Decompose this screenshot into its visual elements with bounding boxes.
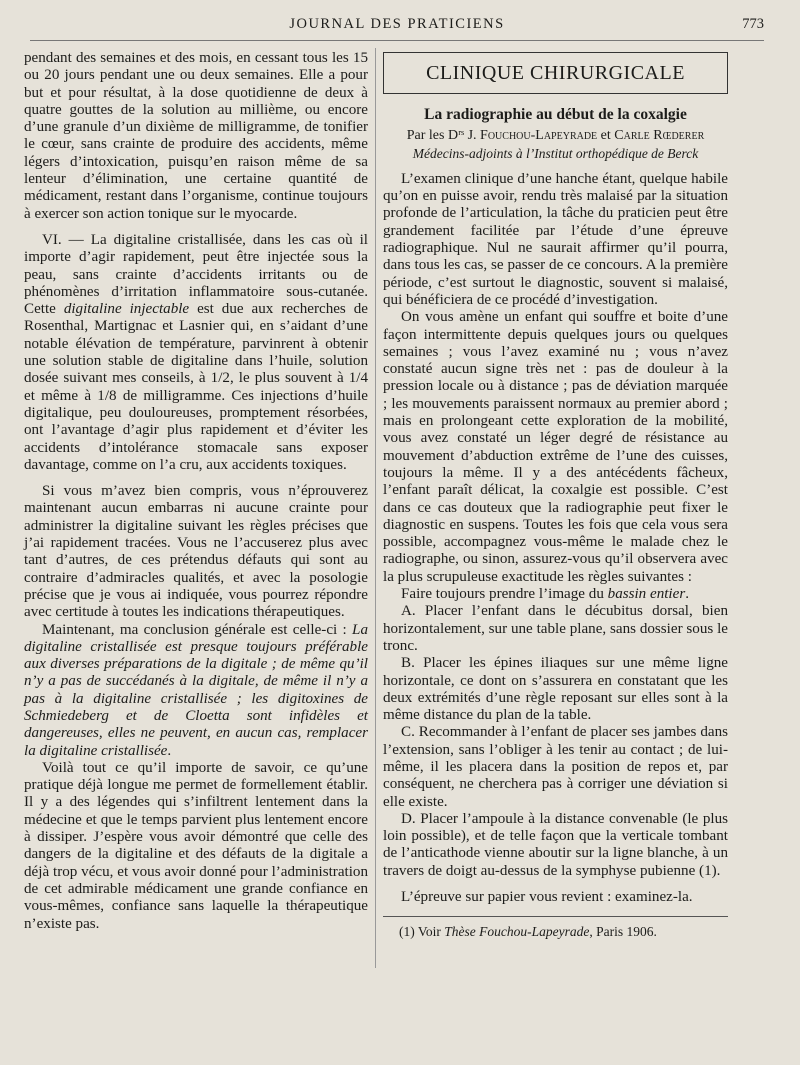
list-item: B. Placer les épines iliaques sur une même ligne horizontale, ce dont on s’assurera en constatant que les deux extrémités d’une règle reposant sur elles sont à la même distance du plan de la table. xyxy=(383,655,728,724)
column-divider xyxy=(375,48,376,968)
author-name: Fouchou-Lapeyrade xyxy=(480,128,598,144)
byline: Par les Dʳˢ J. Fouchou-Lapeyrade et Carle Rœderer xyxy=(406,128,705,144)
emphasis: bassin entier xyxy=(607,586,686,603)
list-item: A. Placer l’enfant dans le décubitus dorsal, bien horizontalement, sur une table plane, sans dossier sous le tronc. xyxy=(383,603,728,654)
running-head xyxy=(30,10,764,41)
paragraph: L’examen clinique d’une hanche étant, quelque habile qu’on en puisse avoir, rendu très malaisé par la situation profonde de l’articulation, la tâche du praticien peut être grandement facilitée par l’étude d’une épreuve radiographique. Nul ne saurait affirmer qu’il pourra, dans tous les cas, se passer de ce concours. A la première période, c’est surtout le diagnostic, souvent si malaisé, qui bénéficiera de ce procédé d’investigation. xyxy=(383,170,728,308)
paragraph: VI. — La digitaline cristallisée, dans les cas où il importe d’agir rapidement, peut être injectée sous la peau, sans crainte d’accidents irritants ou de phénomènes d’irritation inflammatoire sous-cutanée. Cette digitaline injectable est due aux recherches de Rosenthal, Martignac et Lasnier qui, en s’aidant d’une notable élévation de température, parvinrent à obtenir une solution stable de digitaline dans l’huile, solution dosée suivant mes conseils, à 1/2, le plus souvent à 1/4 et même à 1/8 de milligramme. Ces injections d’huile digitalique, peu douloureuses, promptement résorbées, ont l’avantage d’agir plus rapidement et d’éviter les accidents d’intolérance stomacale sans exposer davantage, comme on l’a cru, aux accidents toxiques. xyxy=(24,231,369,473)
right-column xyxy=(383,50,728,941)
paragraph: Si vous m’avez bien compris, vous n’éprouverez maintenant aucun embarras ni aucune crainte pour administrer la digitaline suivant les règles précises que j’ai rapidement tracées. Vous ne l’accuserez plus avec tant d’autres, de ces prétendus défauts qui sont au contraire d’admiracles qualités, et avec la posologie précise que je vous ai indiquée, vous pourrez répondre avec certitude à toutes les indications thérapeutiques. xyxy=(24,483,368,621)
emphasis: digitaline injectable xyxy=(63,301,190,318)
paragraph: Voilà tout ce qu’il importe de savoir, ce qu’une pratique déjà longue me permet de formellement établir. Il y a des légendes qui s’infiltrent lentement dans la médecine et que le temps parvient plus lentement encore à dissiper. J’espère vous avoir démontré que celle des dangers de la digitaline et des défauts de la digitale a déjà trop vécu, et vous avoir donné pour l’administration de cet admirable médicament une grande confiance en vous-mêmes, confiance sans laquelle la thérapeutique n’existe pas. xyxy=(24,759,368,932)
author-name: Carle Rœderer xyxy=(614,128,705,144)
left-column xyxy=(24,50,368,933)
section-heading: CLINIQUE CHIRURGICALE xyxy=(383,52,728,94)
footnote: (1) Voir Thèse Fouchou-Lapeyrade, Paris 1906. xyxy=(399,924,657,940)
paragraph: pendant des semaines et des mois, en cessant tous les 15 ou 20 jours pendant une ou deux semaines. Elle a pour but et pour résultat, à la dose quotidienne de deux à quatre gouttes de la solution au millième, ou encore d’une granule d’un dixième de milligramme, de tonifier le cœur, sans crainte de produire des accidents, même légers d’intoxication, puisqu’en raison même de sa lenteur d’élimination, une certaine quantité de médicament, restant dans l’organisme, continue toujours à exercer son action tonique sur le myocarde. xyxy=(24,50,368,222)
paragraph: Faire toujours prendre l’image du bassin entier. xyxy=(401,586,689,603)
paragraph: On vous amène un enfant qui souffre et boite d’une façon intermittente depuis quelques jours ou quelques semaines ; vous l’avez examiné nu ; vous n’avez constaté aucun signe très net : pas de douleur à la pression locale ou à distance ; pas de déviation marquée ; les mouvements paraissent normaux au premier abord ; mais en prolongeant cette exploration de la mobilité, vous avez constaté un léger degré de résistance au mouvement d’abduction extrême de l’une des cuisses, toujours la même. Il y a des antécédents fâcheux, l’enfant paraît délicat, la coxalgie est possible. C’est dans ce cas douteux que la radiographie peut fixer le diagnostic en suspens. Toutes les fois que cela vous sera possible, accompagnez vous-même le malade chez le radiographe, ou sinon, assurez-vous qu’il observera avec la plus scrupuleuse exactitude les règles suivantes : xyxy=(383,309,728,585)
list-item: D. Placer l’ampoule à la distance convenable (le plus loin possible), et de telle façon que la verticale tombant de l’anticathode vienne aboutir sur la ligne blanche, à un travers de doigt au-dessus de la symphyse pubienne (1). xyxy=(383,810,728,879)
affiliation: Médecins-adjoints à l’Institut orthopédique de Berck xyxy=(412,145,699,161)
emphasis: La digitaline cristallisée est presque toujours préférable aux diverses préparations de la digitale ; de même qu’il n’y a pas de succédanés à la digitale, de même il n’y a pas à la digitaline cristallisée ; les digitoxines de Schmiedeberg et de Cloetta sont infidèles et dangereuses, elles ne peuvent, en aucun cas, remplacer la digitaline cristallisée xyxy=(24,621,368,759)
paragraph: L’épreuve sur papier vous revient : examinez-la. xyxy=(401,889,693,906)
running-title: JOURNAL DES PRATICIENS xyxy=(289,16,505,32)
list-item: C. Recommander à l’enfant de placer ses jambes dans l’extension, sans l’obliger à les tenir au contact ; de lui-même, il les placera dans la position de repos et, par conséquent, ne cherchera pas à corriger une déviation si elle existe. xyxy=(383,724,728,810)
article-title: La radiographie au début de la coxalgie xyxy=(424,106,687,123)
page-number: 773 xyxy=(742,16,764,32)
footnote-rule xyxy=(383,916,728,917)
paragraph: Maintenant, ma conclusion générale est celle-ci : La digitaline cristallisée est presque toujours préférable aux diverses préparations de la digitale ; de même qu’il n’y a pas de succédanés à la digitale, de même il n’y a pas à la digitaline cristallisée ; les digitoxines de Schmiedeberg et de Cloetta sont infidèles et dangereuses, elles ne peuvent, en aucun cas, remplacer la digitaline cristallisée. xyxy=(24,621,368,759)
